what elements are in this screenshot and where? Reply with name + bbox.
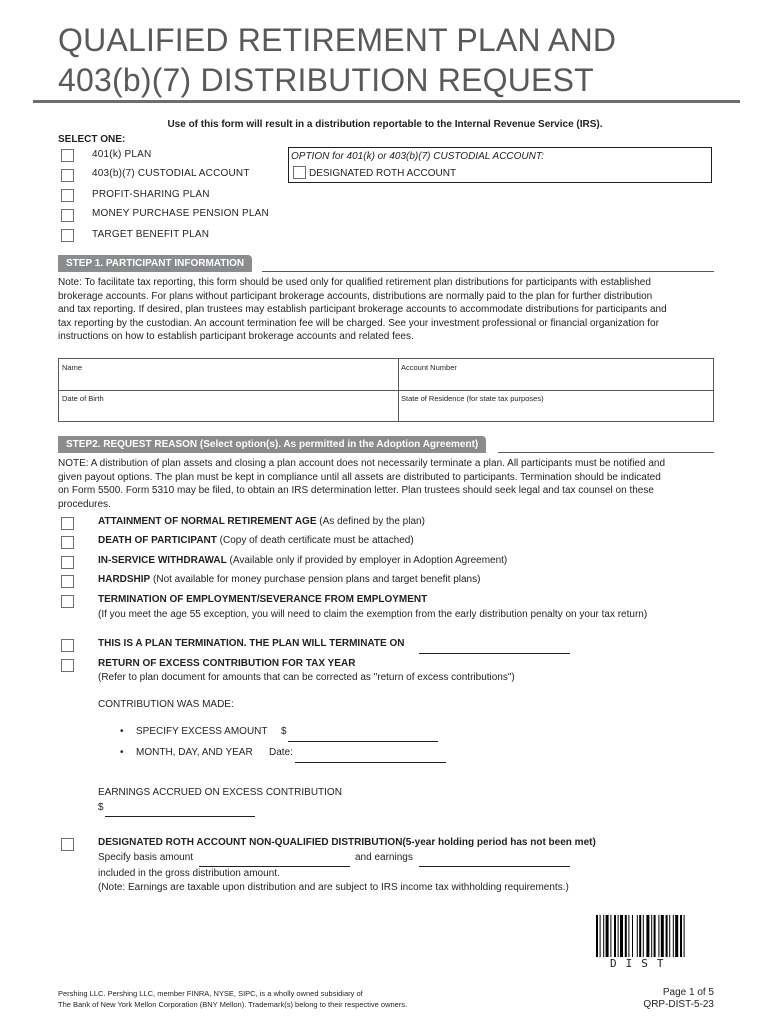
step1-note-line: and tax reporting. If desired, plan trustees may establish participant brokerage accounts to accommodate distributions for participants and [58,304,667,315]
name-field-label: Name [62,363,83,372]
earnings-label: EARNINGS ACCRUED ON EXCESS CONTRIBUTION [98,787,342,798]
earnings-line[interactable] [105,816,255,817]
reason-in-service-label [98,555,507,566]
step2-note-line: given payout options. The plan must be kept in compliance until all assets are distributed to participants. Termination should be indicated [58,471,661,483]
plan-403b7-label: 403(b)(7) CUSTODIAL ACCOUNT [92,168,250,179]
excess-amount-line[interactable] [288,741,438,742]
plan-profit-sharing-checkbox[interactable] [61,189,74,202]
reason-plan-termination-label: THIS IS A PLAN TERMINATION. THE PLAN WILL TERMINATE ON [98,638,405,649]
dob-field-label: Date of Birth [62,394,104,403]
account-number-field-label: Account Number [401,363,457,372]
form-title-line2: 403(b)(7) DISTRIBUTION REQUEST [58,62,594,98]
plan-termination-date-line[interactable] [419,653,570,654]
footer-disclaimer [58,988,407,1010]
intro-text: Use of this form will result in a distribution reportable to the Internal Revenue Service (IRS). [167,119,603,130]
step2-note-line: procedures. [58,498,111,510]
reason-detail: (As defined by the plan) [316,516,425,527]
reason-roth-nonqualified-label: DESIGNATED ROTH ACCOUNT NON-QUALIFIED DISTRIBUTION(5-year holding period has not been met) [98,837,596,848]
reason-hardship-label [98,574,480,585]
form-title [58,20,698,100]
step1-note-line: tax reporting by the custodian. An account termination fee will be charged. See your investment professional or financial organization for [58,317,659,329]
reason-termination-checkbox[interactable] [61,595,74,608]
step1-header: STEP 1. PARTICIPANT INFORMATION [58,255,252,272]
reason-detail: (Not available for money purchase pension plans and target benefit plans) [150,574,481,585]
contribution-date-line[interactable] [295,762,446,763]
reason-termination-note: (If you meet the age 55 exception, you will need to claim the exemption from the early distribution penalty on your tax return) [98,609,648,620]
table-divider [398,359,399,421]
step1-rule [262,271,714,272]
reason-roth-nonqualified-checkbox[interactable] [61,838,74,851]
reason-retirement-label [98,516,425,527]
step1-note-line: instructions on how to establish participant brokerage accounts and related fees. [58,331,414,342]
plan-401k-checkbox[interactable] [61,149,74,162]
reason-title: DEATH OF PARTICIPANT [98,535,217,546]
reason-title: HARDSHIP [98,574,151,585]
form-title-line1: QUALIFIED RETIREMENT PLAN AND [58,22,617,58]
bullet-mark: • [120,726,124,737]
select-one-label: SELECT ONE: [58,134,126,145]
basis-amount-label: Specify basis amount [98,852,194,863]
plan-401k-label: 401(k) PLAN [92,149,152,160]
barcode [596,915,716,957]
reason-termination-label: TERMINATION OF EMPLOYMENT/SEVERANCE FROM EMPLOYMENT [98,594,428,605]
designated-roth-checkbox[interactable] [293,166,306,179]
state-field-label: State of Residence (for state tax purposes) [401,394,544,403]
reason-death-checkbox[interactable] [61,536,74,549]
bullet-mark: • [120,747,124,758]
plan-403b7-checkbox[interactable] [61,169,74,182]
reason-title: IN-SERVICE WITHDRAWAL [98,555,227,566]
step2-note-line: on Form 5500. Form 5310 may be filed, to obtain an IRS determination letter. Plan trustees should seek legal and tax counsel on these [58,485,654,496]
participant-info-table [58,358,714,422]
roth-option-title: OPTION for 401(k) or 403(b)(7) CUSTODIAL ACCOUNT: [291,151,545,162]
plan-target-benefit-label: TARGET BENEFIT PLAN [92,229,210,240]
barcode-label: DIST [610,957,673,970]
form-code: QRP-DIST-5-23 [643,999,714,1010]
title-divider [33,100,740,103]
step2-note-line: NOTE: A distribution of plan assets and closing a plan account does not necessarily terminate a plan. All participants must be notified and [58,458,666,469]
page-number: Page 1 of 5 [662,987,714,998]
contribution-date-label: MONTH, DAY, AND YEAR [136,747,253,758]
step2-rule [498,452,714,453]
reason-excess-contribution-label: RETURN OF EXCESS CONTRIBUTION FOR TAX YEAR [98,658,356,669]
reason-in-service-checkbox[interactable] [61,556,74,569]
gross-distribution-text: included in the gross distribution amount. [98,868,280,879]
roth-earnings-line[interactable] [419,866,570,867]
step1-note [58,276,714,344]
table-divider [59,390,713,391]
reason-title: ATTAINMENT OF NORMAL RETIREMENT AGE [98,516,317,527]
reason-detail: (Copy of death certificate must be attached) [216,535,414,546]
reason-detail: (Available only if provided by employer in Adoption Agreement) [226,555,508,566]
reason-excess-contribution-checkbox[interactable] [61,659,74,672]
reason-death-label [98,535,414,546]
excess-amount-label: SPECIFY EXCESS AMOUNT [136,726,268,737]
basis-amount-line[interactable] [199,866,350,867]
plan-money-purchase-checkbox[interactable] [61,209,74,222]
step1-note-line: Note: To facilitate tax reporting, this form should be used only for qualified retirement plan distributions for participants with established [58,277,651,288]
withholding-note: (Note: Earnings are taxable upon distribution and are subject to IRS income tax withholding requirements.) [98,882,569,893]
contribution-made-label: CONTRIBUTION WAS MADE: [98,699,234,710]
and-earnings-label: and earnings [355,852,413,863]
earnings-dollar: $ [98,802,104,813]
step1-note-line: brokerage accounts. For plans without participant brokerage accounts, distributions are normally paid to the plan for further distribution [58,290,653,302]
plan-profit-sharing-label: PROFIT-SHARING PLAN [92,189,210,200]
plan-money-purchase-label: MONEY PURCHASE PENSION PLAN [92,208,269,219]
reason-plan-termination-checkbox[interactable] [61,639,74,652]
excess-amount-dollar: $ [281,726,287,737]
reason-hardship-checkbox[interactable] [61,575,74,588]
designated-roth-label: DESIGNATED ROTH ACCOUNT [309,168,457,179]
footer-page-info [643,987,714,1011]
footer-line: Pershing LLC. Pershing LLC, member FINRA, NYSE, SIPC, is a wholly owned subsidiary of [58,989,363,998]
step2-note [58,457,714,511]
excess-contribution-note: (Refer to plan document for amounts that can be corrected as "return of excess contributions") [98,672,515,683]
step2-header: STEP2. REQUEST REASON (Select option(s). As permitted in the Adoption Agreement) [58,436,486,453]
footer-line: The Bank of New York Mellon Corporation (BNY Mellon). Trademark(s) belong to their respective owners. [58,1000,408,1009]
reason-retirement-checkbox[interactable] [61,517,74,530]
contribution-date-prefix: Date: [269,747,293,758]
roth-option-box [288,147,712,183]
plan-target-benefit-checkbox[interactable] [61,229,74,242]
